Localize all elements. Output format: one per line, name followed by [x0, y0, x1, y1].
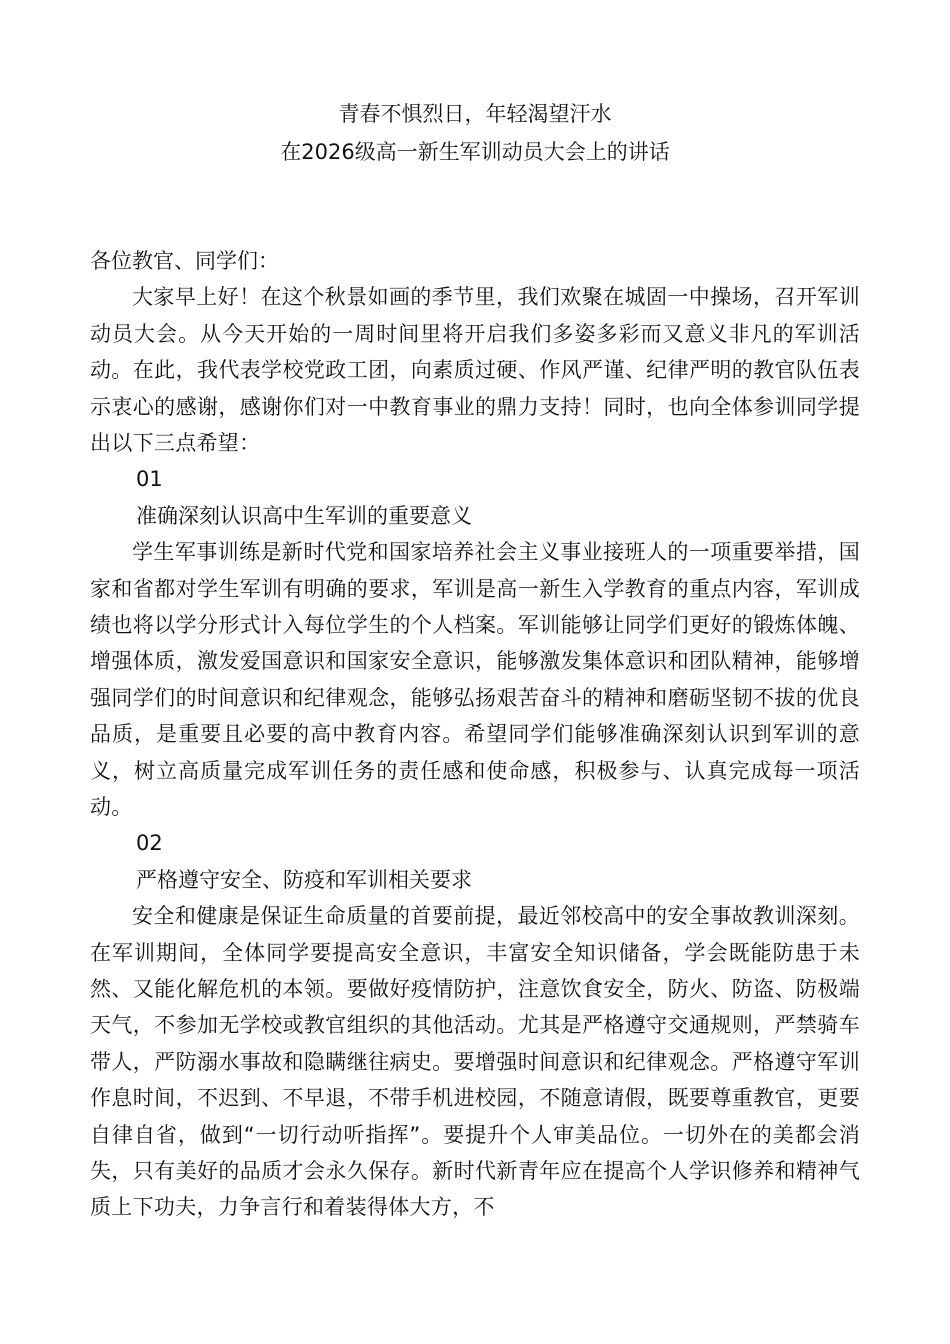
section-heading: 严格遵守安全、防疫和军训相关要求	[136, 867, 472, 892]
intro-paragraph: 大家早上好！在这个秋景如画的季节里，我们欢聚在城固一中操场，召开军训动员大会。从今天开始的一周时间里将开启我们多姿多彩而又意义非凡的军训活动。在此，我代表学校党政工团，向素质过硬、作风严谨、纪律严明的教官队伍表示衷心的感谢，感谢你们对一中教育事业的鼎力支持！同时，也向全体参训同学提出以下三点希望：	[90, 285, 860, 456]
document-subtitle: 在2026级高一新生军训动员大会上的讲话	[280, 140, 670, 164]
document-title: 青春不惧烈日，年轻渴望汗水	[338, 102, 612, 126]
section-body: 安全和健康是保证生命质量的首要前提，最近邻校高中的安全事故教训深刻。在军训期间，全体同学要提高安全意识，丰富安全知识储备，学会既能防患于未然、又能化解危机的本领。要做好疫情防护，注意饮食安全，防火、防盗、防极端天气，不参加无学校或教官组织的其他活动。尤其是严格遵守交通规则，严禁骑车带人，严防溺水事故和隐瞒继往病史。要增强时间意识和纪律观念。严格遵守军训作息时间，不迟到、不早退，不带手机进校园，不随意请假，既要尊重教官，更要自律自省，做到“一切行动听指挥”。要提升个人审美品位。一切外在的美都会消失，只有美好的品质才会永久保存。新时代新青年应在提高个人学识修养和精神气质上下功夫，力争言行和着装得体大方，不	[90, 904, 860, 1220]
salutation: 各位教官、同学们：	[90, 249, 279, 273]
section-number: 02	[136, 831, 163, 856]
section-heading: 准确深刻认识高中生军训的重要意义	[136, 503, 472, 528]
section-body: 学生军事训练是新时代党和国家培养社会主义事业接班人的一项重要举措，国家和省都对学生军训有明确的要求，军训是高一新生入学教育的重点内容，军训成绩也将以学分形式计入每位学生的个人档案。军训能够让同学们更好的锻炼体魄、增强体质，激发爱国意识和国家安全意识，能够激发集体意识和团队精神，能够增强同学们的时间意识和纪律观念，能够弘扬艰苦奋斗的精神和磨砺坚韧不拔的优良品质，是重要且必要的高中教育内容。希望同学们能够准确深刻认识到军训的意义，树立高质量完成军训任务的责任感和使命感，积极参与、认真完成每一项活动。	[90, 540, 860, 820]
title-block	[0, 95, 950, 171]
document-body	[90, 243, 860, 1226]
section-number: 01	[136, 467, 163, 492]
